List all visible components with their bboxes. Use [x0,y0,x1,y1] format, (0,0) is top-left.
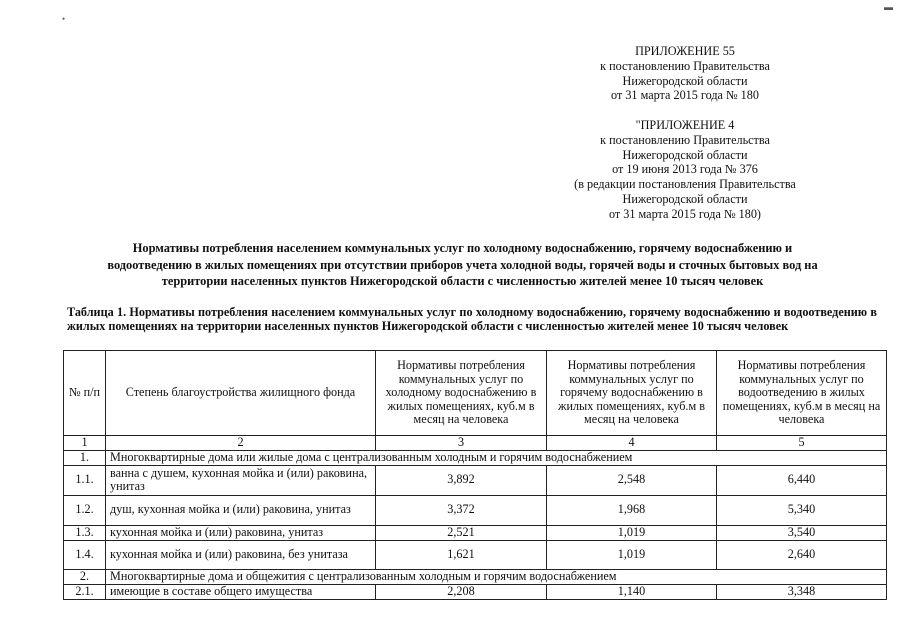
annex-4-line: Нижегородской области [622,147,748,162]
row-description: кухонная мойка и (или) раковина, без унитаза [106,540,376,569]
title-line: территории населенных пунктов Нижегородской области с численностью жителей менее 10 тысяч человек [161,274,764,288]
table-row [64,525,887,540]
row-num: 1.2. [64,495,106,525]
row-description: душ, кухонная мойка и (или) раковина, унитаз [106,495,376,525]
column-number: 3 [376,436,547,451]
hot-water-value: 1,140 [547,584,717,599]
drainage-value: 3,348 [717,584,887,599]
cold-water-value: 2,521 [376,525,547,540]
annex-4-line: (в редакции постановления Правительства [574,177,796,192]
section-row [64,569,887,584]
hot-water-value: 1,019 [547,525,717,540]
annex-4-line: от 19 июня 2013 года № 376 [612,162,758,177]
column-number: 2 [106,436,376,451]
column-number: 1 [64,436,106,451]
title-line: Нормативы потребления населением коммунальных услуг по холодному водоснабжению, горячему водоснабжению и [132,241,793,255]
row-num: 1.4. [64,540,106,569]
row-description: имеющие в составе общего имущества [106,584,376,599]
table-row [64,495,887,525]
cold-water-value: 3,892 [376,465,547,495]
annex-4-line: от 31 марта 2015 года № 180) [609,206,761,221]
row-num: 1.3. [64,525,106,540]
hot-water-value: 1,968 [547,495,717,525]
norms-table [63,350,887,600]
annex-4-line: Нижегородской области [622,191,748,206]
annex-4-header [520,118,850,222]
row-num: 1.1. [64,465,106,495]
table-row [64,584,887,599]
section-num: 1. [64,450,106,465]
section-title: Многоквартирные дома и общежития с централизованным холодным и горячим водоснабжением [106,569,887,584]
title-line: водоотведению в жилых помещениях при отсутствии приборов учета холодной воды, горячей воды и сточных бытовых вод на [107,257,818,272]
section-row [64,450,887,465]
annex-4-line: "ПРИЛОЖЕНИЕ 4 [635,118,735,132]
header-drainage: Нормативы потребления коммунальных услуг по водоотведению в жилых помещениях, куб.м в месяц на человека [717,351,887,436]
scan-speck: ▬ [884,2,893,12]
cold-water-value: 3,372 [376,495,547,525]
section-title: Многоквартирные дома или жилые дома с централизованным холодным и горячим водоснабжением [106,450,887,465]
drainage-value: 5,340 [717,495,887,525]
hot-water-value: 2,548 [547,465,717,495]
row-description: кухонная мойка и (или) раковина, унитаз [106,525,376,540]
drainage-value: 3,540 [717,525,887,540]
section-num: 2. [64,569,106,584]
drainage-value: 6,440 [717,465,887,495]
table-row [64,465,887,495]
document-title [40,240,885,290]
header-hot-water: Нормативы потребления коммунальных услуг по горячему водоснабжению в жилых помещениях, куб.м в месяц на человека [547,351,717,436]
annex-55-line: ПРИЛОЖЕНИЕ 55 [635,44,735,58]
header-num: № п/п [64,351,106,436]
table-caption: Таблица 1. Нормативы потребления населением коммунальных услуг по холодному водоснабжению, горячему водоснабжению и водоотведению в жилых помещениях на территории населенных пунктов Нижегородской области с численностью жителей менее 10 тысяч человек [67,305,877,333]
table-row [64,540,887,569]
annex-55-line: к постановлению Правительства [600,58,770,73]
table-header-row [64,351,887,436]
annex-55-header [520,44,850,103]
cold-water-value: 1,621 [376,540,547,569]
cold-water-value: 2,208 [376,584,547,599]
scan-speck: • [62,14,66,24]
row-description: ванна с душем, кухонная мойка и (или) раковина, унитаз [106,465,376,495]
column-number: 4 [547,436,717,451]
annex-55-line: Нижегородской области [622,73,748,88]
header-degree: Степень благоустройства жилищного фонда [106,351,376,436]
annex-55-line: от 31 марта 2015 года № 180 [611,88,759,103]
column-number: 5 [717,436,887,451]
row-num: 2.1. [64,584,106,599]
column-number-row [64,436,887,451]
drainage-value: 2,640 [717,540,887,569]
annex-4-line: к постановлению Правительства [600,132,770,147]
hot-water-value: 1,019 [547,540,717,569]
header-cold-water: Нормативы потребления коммунальных услуг по холодному водоснабжению в жилых помещениях, куб.м в месяц на человека [376,351,547,436]
